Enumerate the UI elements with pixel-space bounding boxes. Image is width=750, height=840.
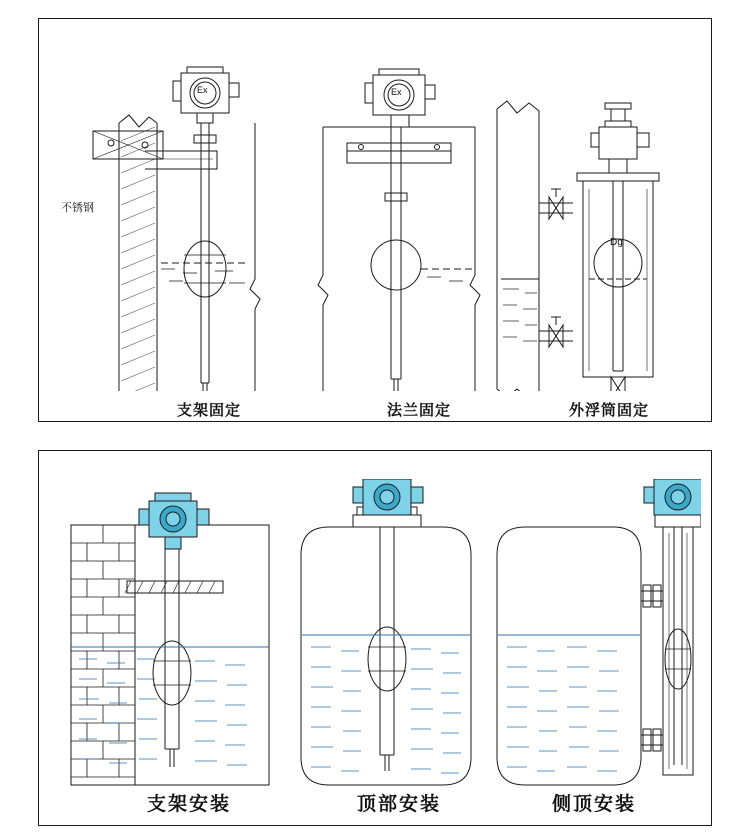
- caption-flange-fixing: 法兰固定: [386, 402, 451, 419]
- figure-top-installation: [291, 479, 481, 789]
- stainless-steel-label: 不锈钢: [61, 202, 94, 214]
- panel-bottom-installation-types: [38, 450, 712, 826]
- caption-side-top-installation: 侧顶安装: [551, 794, 636, 815]
- caption-bracket-fixing: 支架固定: [176, 402, 241, 419]
- explosion-proof-mark: Ex: [197, 85, 208, 95]
- nominal-diameter-label: Dg: [610, 237, 623, 248]
- explosion-proof-mark: Ex: [391, 87, 402, 97]
- panel-top-mounting-methods: [38, 18, 712, 422]
- caption-bracket-installation: 支架安装: [146, 794, 231, 815]
- figure-side-top-installation: [491, 479, 701, 789]
- caption-top-installation: 顶部安装: [356, 794, 441, 815]
- caption-external-float-chamber: 外浮筒固定: [568, 402, 649, 419]
- figure-flange-fixing: [289, 31, 499, 391]
- figure-bracket-fixing: [57, 31, 277, 391]
- figure-external-float-chamber: [477, 31, 707, 391]
- figure-bracket-installation: [67, 479, 277, 789]
